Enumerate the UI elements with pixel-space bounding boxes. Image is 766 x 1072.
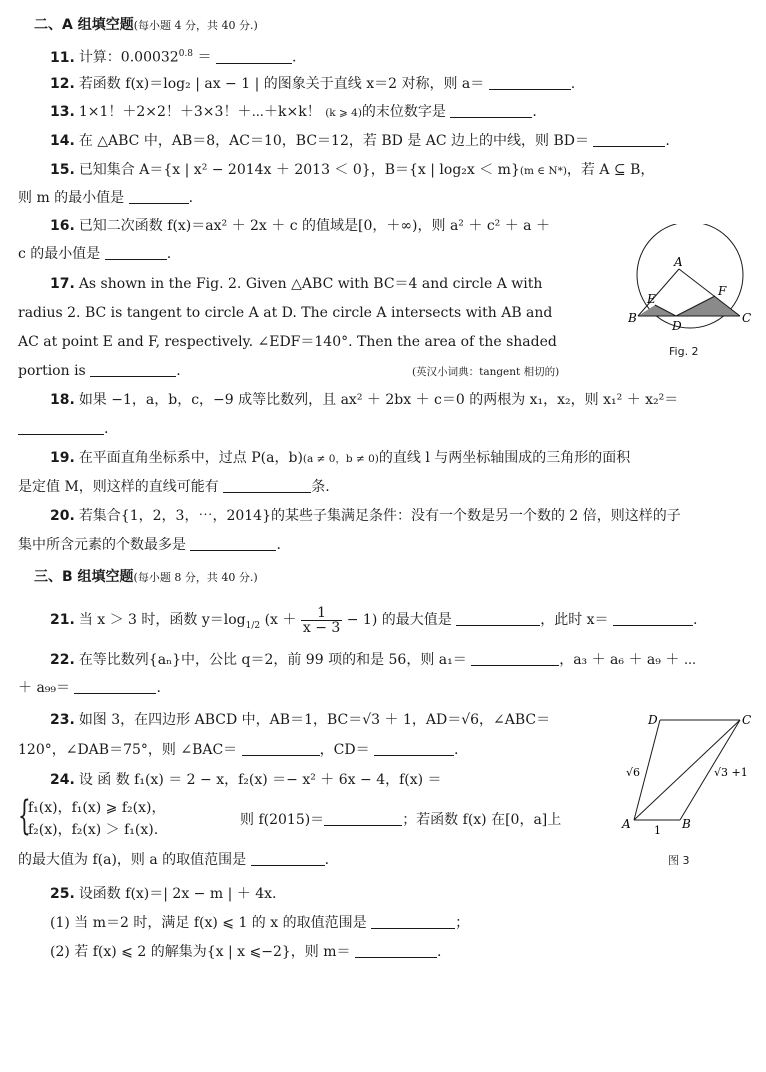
- section-title: 三、B 组填空题: [34, 569, 134, 585]
- answer-blank[interactable]: [593, 132, 665, 147]
- label-f: F: [718, 284, 727, 298]
- condition-note: (a ≠ 0，b ≠ 0): [302, 453, 379, 465]
- punct: .: [436, 944, 442, 960]
- punct: .: [665, 133, 670, 149]
- problem-23: [50, 710, 550, 730]
- problem-text: 1×1！＋2×2！＋3×3！＋⋯＋k×k！: [78, 104, 321, 120]
- punct: ；: [455, 915, 470, 931]
- problem-text: 则 m 的最小值是: [18, 190, 125, 206]
- problem-number: 25.: [50, 886, 75, 902]
- problem-text: 当 x ＞ 3 时，函数 y＝log: [78, 612, 246, 628]
- problem-text: portion is: [18, 363, 86, 379]
- problem-text: As shown in the Fig. 2. Given △ABC with BC＝4 and circle A with: [78, 276, 543, 292]
- problem-text: ，a₃ ＋ a₆ ＋ a₉ ＋ ⋯: [559, 652, 697, 668]
- problem-text: 设 函 数 f₁(x) ＝ 2 − x，f₂(x) ＝− x² ＋ 6x − 4，f(x) ＝: [78, 772, 442, 788]
- punct: .: [454, 742, 459, 758]
- problem-text: 已知集合 A＝{x | x² − 2014x ＋ 2013 ＜ 0}，B＝{x | log₂x ＜ m}: [78, 162, 520, 178]
- answer-blank[interactable]: [18, 420, 104, 435]
- problem-number: 13.: [50, 104, 75, 120]
- problem-20-line2: [18, 535, 281, 555]
- problem-23-line2: [18, 740, 458, 760]
- answer-blank[interactable]: [74, 679, 156, 694]
- shaded-right: [676, 296, 740, 316]
- label-a: A: [622, 817, 631, 831]
- answer-blank[interactable]: [471, 651, 559, 666]
- punct: .: [188, 190, 194, 206]
- problem-24-line3: [18, 850, 329, 870]
- problem-text: 在平面直角坐标系中，过点 P(a，b): [78, 450, 303, 466]
- label-c: C: [742, 311, 752, 325]
- answer-blank[interactable]: [129, 189, 189, 204]
- problem-text: 在等比数列{aₙ}中，公比 q＝2，前 99 项的和是 56，则 a₁＝: [78, 652, 467, 668]
- problem-text: ；若函数 f(x) 在[0，a]上: [402, 812, 562, 828]
- problem-15-line2: [18, 188, 193, 208]
- label-e: E: [647, 292, 656, 306]
- problem-text: ，CD＝: [319, 742, 370, 758]
- problem-20: [50, 506, 681, 526]
- problem-number: 20.: [50, 508, 75, 524]
- problem-text: radius 2. BC is tangent to circle A at D. The circle A intersects with AB and: [18, 305, 553, 321]
- problem-16: [50, 216, 550, 236]
- problem-text: 已知二次函数 f(x)＝ax² ＋ 2x ＋ c 的值域是[0，＋∞)，则 a² ＋ c² ＋ a ＋: [78, 218, 550, 234]
- problem-15: [50, 160, 654, 181]
- answer-blank[interactable]: [242, 741, 320, 756]
- label-d: D: [648, 713, 658, 727]
- problem-24-mid: [240, 810, 561, 830]
- problem-25-q2: [50, 942, 441, 962]
- problem-18: [50, 390, 678, 410]
- label-bc-length: √3 +1: [714, 766, 748, 779]
- problem-text: 是定值 M，则这样的直线可能有: [18, 479, 219, 495]
- problem-text: 条.: [311, 479, 330, 495]
- exponent: 0.8: [178, 49, 194, 59]
- problem-text: 120°，∠DAB＝75°，则 ∠BAC＝: [18, 742, 238, 758]
- problem-number: 14.: [50, 133, 75, 149]
- punct: .: [176, 363, 181, 379]
- label-a: A: [674, 255, 683, 269]
- problem-17-line2: [18, 303, 552, 323]
- punct: .: [532, 104, 537, 120]
- problem-text: (x ＋: [264, 612, 301, 628]
- condition-note: (m ∈ N*): [519, 165, 567, 177]
- punct: .: [166, 246, 172, 262]
- problem-text: 的最大值是: [377, 612, 452, 628]
- problem-text: ，若 A ⊆ B，: [566, 162, 655, 178]
- punct: .: [570, 76, 576, 92]
- problem-number: 18.: [50, 392, 75, 408]
- problem-text: (2) 若 f(x) ⩽ 2 的解集为{x | x ⩽−2}，则 m＝: [50, 944, 351, 960]
- problem-number: 21.: [50, 612, 75, 628]
- log-base: 1/2: [245, 620, 261, 631]
- answer-blank[interactable]: [90, 362, 176, 377]
- section-title: 二、A 组填空题: [34, 17, 134, 33]
- section-note: (每小题 8 分，共 40 分.): [133, 571, 258, 584]
- problem-text: 的末位数字是: [361, 104, 446, 120]
- problem-number: 12.: [50, 76, 75, 92]
- label-ab-length: 1: [654, 824, 661, 837]
- problem-text: 设函数 f(x)＝| 2x − m | ＋ 4x.: [78, 886, 277, 902]
- problem-text: (1) 当 m＝2 时，满足 f(x) ⩽ 1 的 x 的取值范围是: [50, 915, 367, 931]
- problem-19: [50, 448, 630, 469]
- answer-blank[interactable]: [374, 741, 454, 756]
- problem-text: 的直线 l 与两坐标轴围成的三角形的面积: [378, 450, 631, 466]
- punct: .: [104, 421, 109, 437]
- problem-text: 如图 3，在四边形 ABCD 中，AB＝1，BC＝√3 ＋ 1，AD＝√6，∠ABC＝: [78, 712, 551, 728]
- problem-16-line2: [18, 244, 171, 264]
- answer-blank[interactable]: [324, 811, 402, 826]
- section-heading-b: [34, 566, 258, 586]
- answer-blank[interactable]: [251, 851, 325, 866]
- problem-number: 23.: [50, 712, 75, 728]
- punct: .: [291, 49, 297, 66]
- figure-2-caption: Fig. 2: [669, 345, 699, 358]
- figure-3-caption: 图 3: [668, 854, 690, 867]
- punct: .: [276, 537, 281, 553]
- fraction: [301, 606, 342, 635]
- section-heading-a: [34, 14, 258, 34]
- problem-17: [50, 274, 542, 294]
- fraction-denominator: x − 3: [302, 619, 341, 636]
- problem-text: c 的最小值是: [18, 246, 101, 262]
- piecewise-case-2: f₂(x)，f₂(x) ＞ f₁(x).: [28, 822, 159, 838]
- section-note: (每小题 4 分，共 40 分.): [133, 19, 258, 32]
- answer-blank[interactable]: [216, 49, 292, 64]
- label-b: B: [628, 311, 637, 325]
- problem-number: 17.: [50, 276, 75, 292]
- answer-blank[interactable]: [223, 478, 311, 493]
- label-ad-length: √6: [626, 766, 641, 779]
- punct: .: [156, 680, 161, 696]
- problem-11: [50, 44, 296, 68]
- brace: {: [18, 793, 31, 839]
- problem-number: 15.: [50, 162, 75, 178]
- problem-12: [50, 74, 575, 94]
- shaded-left: [638, 305, 676, 316]
- problem-text: 集中所含元素的个数最多是: [18, 537, 186, 553]
- problem-22-line2: [18, 678, 161, 698]
- figure-3: [620, 708, 760, 840]
- answer-blank[interactable]: [489, 75, 571, 90]
- answer-blank[interactable]: [190, 536, 276, 551]
- problem-number: 24.: [50, 772, 75, 788]
- problem-17-line4: [18, 361, 181, 381]
- label-d: D: [672, 319, 682, 333]
- answer-blank[interactable]: [371, 914, 455, 929]
- problem-17-line3: [18, 332, 557, 352]
- problem-text: ＝: [193, 49, 212, 66]
- problem-number: 19.: [50, 450, 75, 466]
- punct: .: [324, 852, 330, 868]
- problem-13: [50, 102, 537, 123]
- problem-number: 11.: [50, 49, 75, 66]
- problem-21: [50, 603, 697, 637]
- problem-19-line2: [18, 477, 330, 497]
- problem-text: ，此时 x＝: [540, 612, 609, 628]
- problem-text: 若函数 f(x)＝log₂ | ax − 1 | 的图象关于直线 x＝2 对称，则 a＝: [78, 76, 485, 92]
- problem-25: [50, 884, 276, 904]
- figure-2: [628, 224, 758, 336]
- problem-number: 16.: [50, 218, 75, 234]
- problem-text: 若集合{1，2，3，⋯，2014}的某些子集满足条件：没有一个数是另一个数的 2 倍，则这样的子: [78, 508, 681, 524]
- problem-number: 22.: [50, 652, 75, 668]
- problem-text: 在 △ABC 中，AB＝8，AC＝10，BC＝12，若 BD 是 AC 边上的中线，则 BD＝: [78, 133, 589, 149]
- punct: .: [693, 612, 698, 628]
- dictionary-text: (英汉小词典：tangent 相切的): [412, 366, 560, 378]
- problem-18-line2: [18, 419, 108, 439]
- problem-14: [50, 131, 670, 151]
- problem-text: AC at point E and F, respectively. ∠EDF＝140°. Then the area of the shaded: [18, 334, 557, 350]
- condition-note: (k ⩾ 4): [325, 107, 362, 119]
- piecewise-case-1: f₁(x)，f₁(x) ⩾ f₂(x)，: [28, 800, 166, 816]
- problem-text: ＋ a₉₉＝: [18, 680, 71, 696]
- problem-24: [50, 770, 442, 790]
- problem-text: 计算：0.00032: [78, 49, 179, 66]
- problem-25-q1: [50, 913, 469, 933]
- answer-blank[interactable]: [450, 103, 532, 118]
- problem-text: 则 f(2015)＝: [240, 812, 325, 828]
- problem-text: 如果 −1，a，b，c，−9 成等比数列，且 ax² ＋ 2bx ＋ c＝0 的两根为 x₁，x₂，则 x₁² ＋ x₂²＝: [78, 392, 679, 408]
- label-b: B: [682, 817, 691, 831]
- answer-blank[interactable]: [355, 943, 437, 958]
- dictionary-note: [412, 362, 559, 382]
- problem-text: − 1): [342, 612, 378, 628]
- answer-blank[interactable]: [105, 245, 167, 260]
- answer-blank[interactable]: [456, 611, 540, 626]
- problem-22: [50, 650, 696, 670]
- fraction-numerator: 1: [317, 604, 327, 621]
- problem-text: 的最大值为 f(a)，则 a 的取值范围是: [18, 852, 247, 868]
- label-c: C: [742, 713, 752, 727]
- answer-blank[interactable]: [613, 611, 693, 626]
